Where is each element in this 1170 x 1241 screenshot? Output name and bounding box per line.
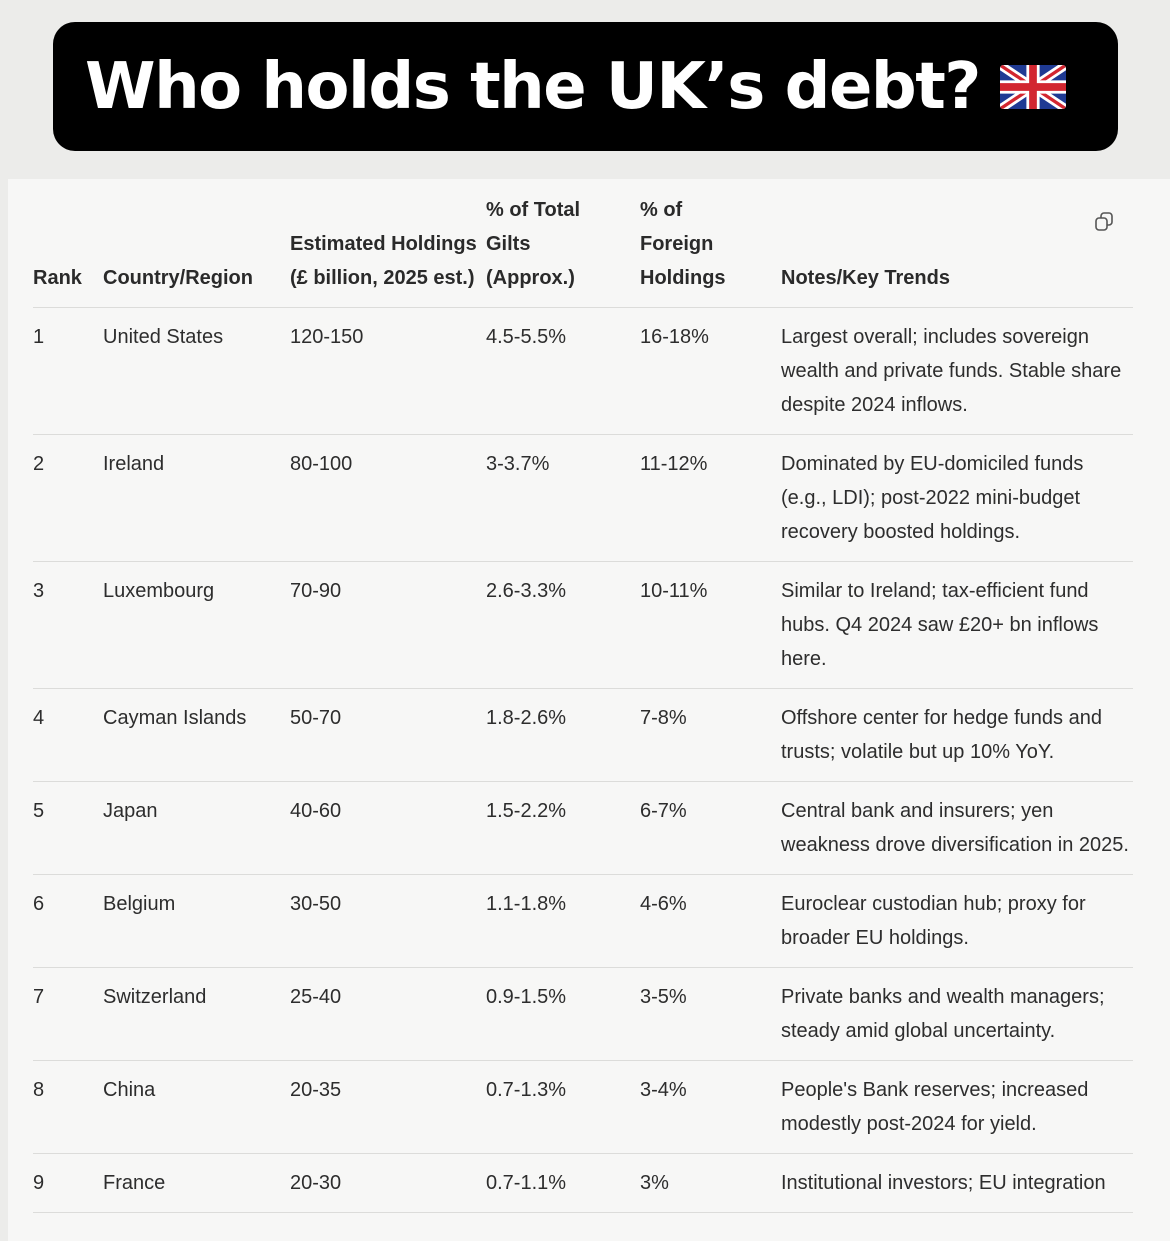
cell-country: Ireland [103,435,290,562]
cell-pct-foreign: 3-5% [640,968,781,1061]
cell-notes: Central bank and insurers; yen weakness drove diversification in 2025. [781,782,1133,875]
cell-rank: 2 [33,435,103,562]
cell-rank: 7 [33,968,103,1061]
cell-pct-foreign: 10-11% [640,562,781,689]
cell-notes: People's Bank reserves; increased modestly post-2024 for yield. [781,1061,1133,1154]
header-country: Country/Region [103,193,290,308]
cell-holdings: 20-30 [290,1154,486,1213]
table-row [33,435,1133,562]
cell-holdings: 80-100 [290,435,486,562]
cell-notes: Private banks and wealth managers; steady amid global uncertainty. [781,968,1133,1061]
cell-rank: 8 [33,1061,103,1154]
cell-country: Belgium [103,875,290,968]
cell-pct-total: 4.5-5.5% [486,308,640,435]
cell-rank: 6 [33,875,103,968]
header-rank: Rank [33,193,103,308]
cell-holdings: 70-90 [290,562,486,689]
cell-rank: 4 [33,689,103,782]
cell-notes: Offshore center for hedge funds and trusts; volatile but up 10% YoY. [781,689,1133,782]
cell-notes: Institutional investors; EU integration [781,1154,1133,1213]
table-row [33,562,1133,689]
cell-pct-foreign: 4-6% [640,875,781,968]
cell-rank: 1 [33,308,103,435]
cell-holdings: 20-35 [290,1061,486,1154]
table-row [33,875,1133,968]
header-pct-total: % of Total Gilts (Approx.) [486,193,640,308]
cell-pct-foreign: 7-8% [640,689,781,782]
cell-rank: 9 [33,1154,103,1213]
cell-holdings: 40-60 [290,782,486,875]
cell-country: Cayman Islands [103,689,290,782]
cell-pct-foreign: 16-18% [640,308,781,435]
cell-pct-total: 2.6-3.3% [486,562,640,689]
uk-flag-icon [1000,65,1066,109]
cell-rank: 3 [33,562,103,689]
holdings-table [33,193,1133,1213]
table-header-row [33,193,1133,308]
cell-notes: Largest overall; includes sovereign wealth and private funds. Stable share despite 2024 inflows. [781,308,1133,435]
cell-country: France [103,1154,290,1213]
table-row [33,1061,1133,1154]
cell-country: Luxembourg [103,562,290,689]
cell-pct-foreign: 6-7% [640,782,781,875]
table-row [33,1154,1133,1213]
cell-notes: Euroclear custodian hub; proxy for broader EU holdings. [781,875,1133,968]
page-title: Who holds the UK’s debt? [85,49,980,124]
cell-pct-foreign: 3-4% [640,1061,781,1154]
cell-pct-total: 0.7-1.3% [486,1061,640,1154]
cell-notes: Dominated by EU-domiciled funds (e.g., LDI); post-2022 mini-budget recovery boosted holdings. [781,435,1133,562]
cell-country: Japan [103,782,290,875]
table-row [33,689,1133,782]
table-row [33,782,1133,875]
cell-holdings: 25-40 [290,968,486,1061]
header-pct-foreign: % of Foreign Holdings [640,193,781,308]
title-banner [53,22,1118,151]
cell-holdings: 120-150 [290,308,486,435]
cell-rank: 5 [33,782,103,875]
cell-country: China [103,1061,290,1154]
cell-pct-total: 1.1-1.8% [486,875,640,968]
table-card [8,179,1170,1241]
cell-holdings: 30-50 [290,875,486,968]
cell-pct-total: 0.9-1.5% [486,968,640,1061]
cell-pct-total: 3-3.7% [486,435,640,562]
table-row [33,308,1133,435]
header-holdings: Estimated Holdings (£ billion, 2025 est.) [290,193,486,308]
cell-pct-total: 1.8-2.6% [486,689,640,782]
cell-pct-foreign: 3% [640,1154,781,1213]
cell-pct-foreign: 11-12% [640,435,781,562]
header-notes: Notes/Key Trends [781,193,1133,308]
table-row [33,968,1133,1061]
cell-pct-total: 0.7-1.1% [486,1154,640,1213]
cell-pct-total: 1.5-2.2% [486,782,640,875]
cell-notes: Similar to Ireland; tax-efficient fund hubs. Q4 2024 saw £20+ bn inflows here. [781,562,1133,689]
cell-country: United States [103,308,290,435]
cell-country: Switzerland [103,968,290,1061]
cell-holdings: 50-70 [290,689,486,782]
